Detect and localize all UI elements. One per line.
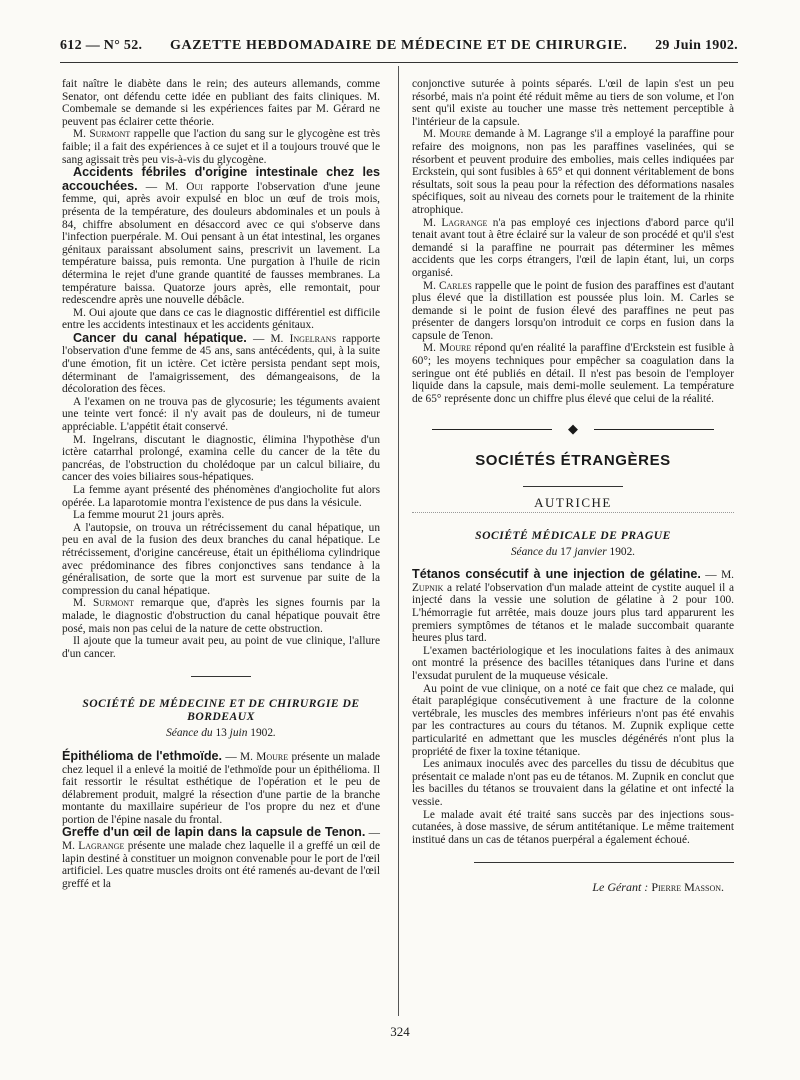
speaker-name: M. Moure (423, 342, 472, 355)
section-heading: SOCIÉTÉS ÉTRANGÈRES (475, 452, 671, 470)
paragraph: Il ajoute que la tumeur avait peu, au point de vue clinique, l'allure d'un cancer. (62, 635, 380, 660)
session-year: 1902 (250, 727, 274, 740)
paragraph (412, 217, 734, 280)
separator-rule (474, 862, 734, 863)
running-header (60, 38, 738, 60)
speaker-name: — M. Moure (222, 750, 289, 763)
section-title: Cancer du canal hépatique. (73, 330, 247, 345)
section-title: Tétanos consécutif à une injection de gélatine. (412, 567, 701, 582)
section-cancer-canal-hepatique (62, 332, 380, 396)
paragraph: Le malade avait été traité sans succès par des injections sous-cutanées, à dose massive, de sérum antitétanique. Le même traitement institué dans un cas de tétanos puerpéral a également échoué. (412, 808, 734, 846)
session-day: 17 (560, 545, 572, 558)
gerant-label: Le Gérant : (592, 880, 652, 895)
column-divider (398, 66, 399, 1016)
paragraph-text: rappelle que le point de fusion des paraffines est d'autant plus élevé que la distillation est poussée plus loin. M. Carles se demande si le point de fusion élevé des paraffines ne peut pas présenter de dangers lorsqu'on introduit ce corps en fusion dans la capsule de Tenon. (412, 279, 734, 342)
paragraph (62, 597, 380, 635)
session-day: 13 (215, 727, 227, 740)
ornamental-divider (412, 421, 734, 437)
section-title: Greffe d'un œil de lapin dans la capsule de Tenon. (62, 825, 366, 840)
paragraph-text: remarque que, d'après les signes fournis par la malade, le diagnostic d'obstruction du canal hépatique pouvait être posé, mais non pas celui de la nature de cette obstruction. (62, 597, 380, 635)
paragraph: A l'autopsie, on trouva un rétrécissement du canal hépatique, un peu en aval de la fusion des deux branches du canal hépatique. Le rétrécissement, d'origine cancéreuse, était un épithélioma cylindrique avec prédominance des fibres conjonctives sans tendance à la généralisation, de sorte que la mort est survenue par suite de la compression du canal hépatique. (62, 521, 380, 597)
session-month: juin (226, 727, 251, 740)
section-greffe-oeil-lapin (62, 826, 380, 890)
speaker-name: — M. Lagrange (62, 827, 380, 853)
session-period: . (632, 545, 636, 558)
page-number: 324 (390, 1024, 410, 1039)
section-tetanos-gelatine (412, 568, 734, 645)
paragraph: La femme ayant présenté des phénomènes d'angiocholite fut alors opérée. La laparotomie montra l'existence de pus dans la vésicule. (62, 484, 380, 509)
journal-title: GAZETTE HEBDOMADAIRE DE MÉDECINE ET DE CHIRURGIE. (170, 38, 628, 53)
issue-date: 29 Juin 1902. (655, 38, 738, 53)
society-heading: SOCIÉTÉ MÉDICALE DE PRAGUE (475, 528, 671, 542)
paragraph (62, 128, 380, 166)
gerant-name: Pierre Masson. (651, 880, 724, 895)
page-issue: 612 — N° 52. (60, 38, 143, 53)
paragraph: M. Ingelrans, discutant le diagnostic, élimina l'hypothèse d'un ictère catarrhal prolongé, examina celle du cancer de la tête du pancréas, de l'obstruction du cholédoque par un calcul biliaire, du cancer des voies biliaires sous-hépatiques. (62, 433, 380, 484)
session-period: . (273, 727, 276, 740)
speaker-name: M. Surmont (73, 128, 131, 141)
speaker-name: M. Surmont (73, 597, 134, 610)
session-month: janvier (571, 545, 610, 558)
paragraph-text: rappelle que l'action du sang sur le glycogène est très faible; il a fait des expériences à ce sujet et il a toujours trouvé que le sang agissait très peu vis-à-vis du glycogène. (62, 128, 380, 166)
session-prefix: Séance du (510, 545, 561, 558)
session-date (62, 727, 380, 740)
right-column (412, 78, 734, 894)
paragraph-text: présente une malade chez laquelle il a greffé un œil de lapin destiné à constituer un moignon convenable pour le port de l'œil artificiel. Les quatre muscles droits ont été ramenés au-devant de l'œil greffé et la (62, 840, 380, 890)
section-title: Épithélioma de l'ethmoïde. (62, 748, 223, 763)
speaker-name: — M. Oui (137, 180, 203, 193)
gerant-signature (412, 881, 734, 894)
paragraph-text: demande à M. Lagrange s'il a employé la paraffine pour refaire des moignons, non pas les paraffines vaselinées, qui se résorbent et peuvent produire des embolies, mais celles indiquées par Erckstein, qui sont fusibles à 65° et qui donnent véritablement de bons résultats, soit sous la peau pour la réfection des déformations nasales spécifiques, soit au niveau des cornets pour le traitement de la rhinite atrophique. (412, 128, 734, 216)
paragraph: A l'examen on ne trouva pas de glycosurie; les téguments avaient une teinte vert foncé: il n'y avait pas de douleurs, ni de tumeur appréciable. L'appétit était conservé. (62, 395, 380, 434)
paragraph-text: présente un malade chez lequel il a enlevé la moitié de l'ethmoïde pour un épithélioma. Il fait ressortir le résultat esthétique de l'opération et le peu de délabrement produit, malgré la résection d'une partie de la branche montante du maxillaire supérieur de l'os propre du nez et d'une portion de l'épine nasale du frontal. (62, 750, 381, 826)
paragraph (412, 128, 734, 216)
session-year: 1902 (609, 545, 633, 558)
paragraph-text: répond qu'en réalité la paraffine d'Erckstein est fusible à 60°; les moyens techniques pour empêcher sa coagulation dans la seringue ont été publiés en détail. Il n'est pas besoin de l'employer liquide dans la capsule, mais demi-molle seulement. La température de 65° représente donc un chiffre plus élevé que celui de la réalité. (412, 342, 734, 405)
session-prefix: Séance du (166, 727, 216, 740)
country-underline (412, 512, 734, 513)
section-accidents-febriles (62, 166, 380, 307)
paragraph-text: a relaté l'observation d'un malade atteint de cystite auquel il a injecté dans la vessie une solution de gélatine à 2 pour 100. L'hémorragie fut arrêtée, mais douze jours plus tard apparurent les premiers symptômes de tétanos et le malade succombait quarante heures plus tard. (412, 581, 734, 645)
paragraph: conjonctive suturée à points séparés. L'œil de lapin s'est un peu résorbé, mais n'a point été réduit même au tiers de son volume, et l'on sent qu'il existe au toucher une masse très nettement perceptible à l'intérieur de la capsule. (412, 78, 734, 128)
section-epithelioma-ethmoide (62, 750, 380, 827)
speaker-name: M. Carles (423, 279, 472, 292)
society-heading: SOCIÉTÉ DE MÉDECINE ET DE CHIRURGIE DE BORDEAUX (82, 697, 360, 724)
paragraph-text: n'a pas employé ces injections d'abord parce qu'il tenait avant tout à être éclairé sur la valeur de son procédé et qu'il s'est demandé si la paraffine ne pourrait pas déterminer les mêmes accidents que les corps étrangers, l'œil de lapin étant, lui, un corps organisé. (412, 216, 734, 279)
ornament-line-left (432, 429, 552, 430)
paragraph (412, 342, 734, 405)
paragraph: Au point de vue clinique, on a noté ce fait que chez ce malade, qui était paraplégique consécutivement à une fracture de la colonne vertébrale, les muscles des membres inférieurs n'ont pas été envahis par les contractures au cours du tétanos. M. Zupnik explique cette particularité en admettant que les muscles dégénérés n'ont plus la propriété de fixer la toxine tétanique. (412, 682, 734, 758)
speaker-name: — M. Ingelrans (246, 332, 337, 345)
paragraph (412, 280, 734, 343)
paragraph: La femme mourut 21 jours après. (73, 509, 225, 522)
separator-rule (523, 486, 623, 487)
separator-rule (191, 676, 251, 677)
paragraph: M. Oui ajoute que dans ce cas le diagnostic différentiel est difficile entre les accidents intestinaux et les accidents génitaux. (62, 306, 380, 332)
left-column (62, 78, 380, 890)
ornament-line-right (594, 429, 714, 430)
speaker-name: M. Moure (423, 128, 472, 141)
speaker-name: M. Lagrange (423, 216, 488, 229)
paragraph: fait naître le diabète dans le rein; des auteurs allemands, comme Senator, ont défendu cette idée en publiant des faits cliniques. M. Combemale se demande si les expériences faites par M. Gérard ne peuvent pas éclairer cette théorie. (62, 78, 380, 128)
session-date (412, 546, 734, 559)
header-rule (60, 62, 738, 63)
diamond-ornament-icon: ◆ (568, 421, 578, 437)
section-title: Accidents fébriles d'origine intestinale chez les accouchées. (62, 165, 380, 193)
paragraph-text: rapporte l'observation d'une jeune femme, qui, après avoir expulsé en bloc un œuf de trois mois, présenta de la température, des douleurs abdominales et un pouls à 84, chiffre absolument en désaccord avec ce qui s'observe dans l'infection puerpérale. M. Oui pensant à un état intestinal, les organes génitaux paraissant absolument sains, prescrivit un lavement. La température baissa, puis remonta. Une purgation à l'huile de ricin détermina le rejet d'une grande quantité de fausses membranes. La température baissa. Quatorze jours après, elle remontait, pour redescendre après une nouvelle débâcle. (62, 180, 380, 307)
country-heading: AUTRICHE (534, 495, 612, 511)
speaker-name: — M. Zupnik (412, 569, 734, 594)
paragraph: Les animaux inoculés avec des parcelles du tissu de décubitus que présentait ce malade n'ont pas eu de tétanos. M. Zupnik en conclut que les bacilles du tétanos se trouvaient dans la gélatine et ont infecté la vessie. (412, 758, 734, 808)
paragraph: L'examen bactériologique et les inoculations faites à des animaux ont montré la présence des bacilles tétaniques dans l'urine et dans l'exsudat purulent de la muqueuse vésicale. (412, 644, 734, 682)
paragraph-text: rapporte l'observation d'une femme de 45 ans, sans antécédents, qui, à la suite d'une émotion, fit un ictère. Cet ictère persista pendant sept mois, déterminant de l'amaigrissement, des démangeaisons, de la décoloration des fèces. (62, 332, 380, 396)
